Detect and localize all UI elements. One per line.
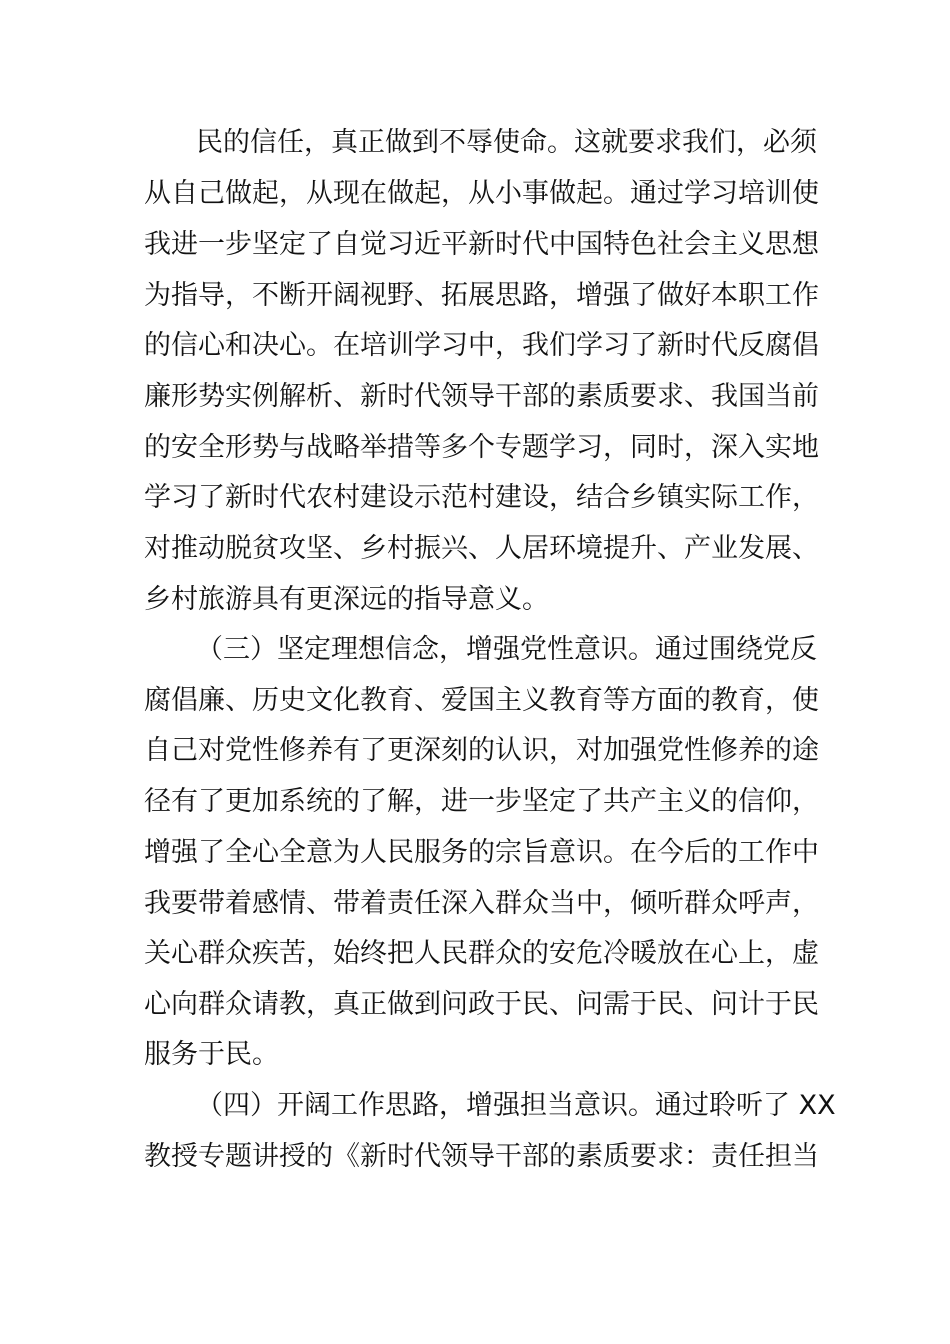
text-line: 的信心和决心。在培训学习中，我们学习了新时代反腐倡 (144, 330, 819, 361)
text-line: 关心群众疾苦，始终把人民群众的安危冷暖放在心上，虚 (144, 938, 819, 969)
text-line: 教授专题讲授的《新时代领导干部的素质要求：责任担当 (144, 1141, 819, 1172)
text-line: 从自己做起，从现在做起，从小事做起。通过学习培训使 (144, 178, 819, 209)
text-line: （三）坚定理想信念，增强党性意识。通过围绕党反 (196, 634, 817, 665)
text-line: 廉形势实例解析、新时代领导干部的素质要求、我国当前 (144, 381, 819, 412)
text-line: 腐倡廉、历史文化教育、爱国主义教育等方面的教育，使 (144, 685, 819, 716)
text-line: 心向群众请教，真正做到问政于民、问需于民、问计于民 (144, 989, 819, 1020)
text-line: 对推动脱贫攻坚、乡村振兴、人居环境提升、产业发展、 (144, 533, 819, 564)
text-line: 我要带着感情、带着责任深入群众当中，倾听群众呼声， (144, 888, 819, 919)
text-line: 学习了新时代农村建设示范村建设，结合乡镇实际工作， (144, 482, 819, 513)
text-line: 我进一步坚定了自觉习近平新时代中国特色社会主义思想 (144, 229, 819, 260)
text-line: 增强了全心全意为人民服务的宗旨意识。在今后的工作中 (144, 837, 819, 868)
text-line: 的安全形势与战略举措等多个专题学习，同时，深入实地 (144, 432, 819, 463)
text-line: （四）开阔工作思路，增强担当意识。通过聆听了 XX (196, 1090, 836, 1121)
text-line: 自己对党性修养有了更深刻的认识，对加强党性修养的途 (144, 735, 819, 766)
text-line: 服务于民。 (144, 1039, 279, 1070)
text-line: 民的信任，真正做到不辱使命。这就要求我们，必须 (196, 127, 817, 158)
text-line: 为指导，不断开阔视野、拓展思路，增强了做好本职工作 (144, 280, 819, 311)
text-line: 径有了更加系统的了解，进一步坚定了共产主义的信仰， (144, 786, 819, 817)
text-line: 乡村旅游具有更深远的指导意义。 (144, 584, 549, 615)
